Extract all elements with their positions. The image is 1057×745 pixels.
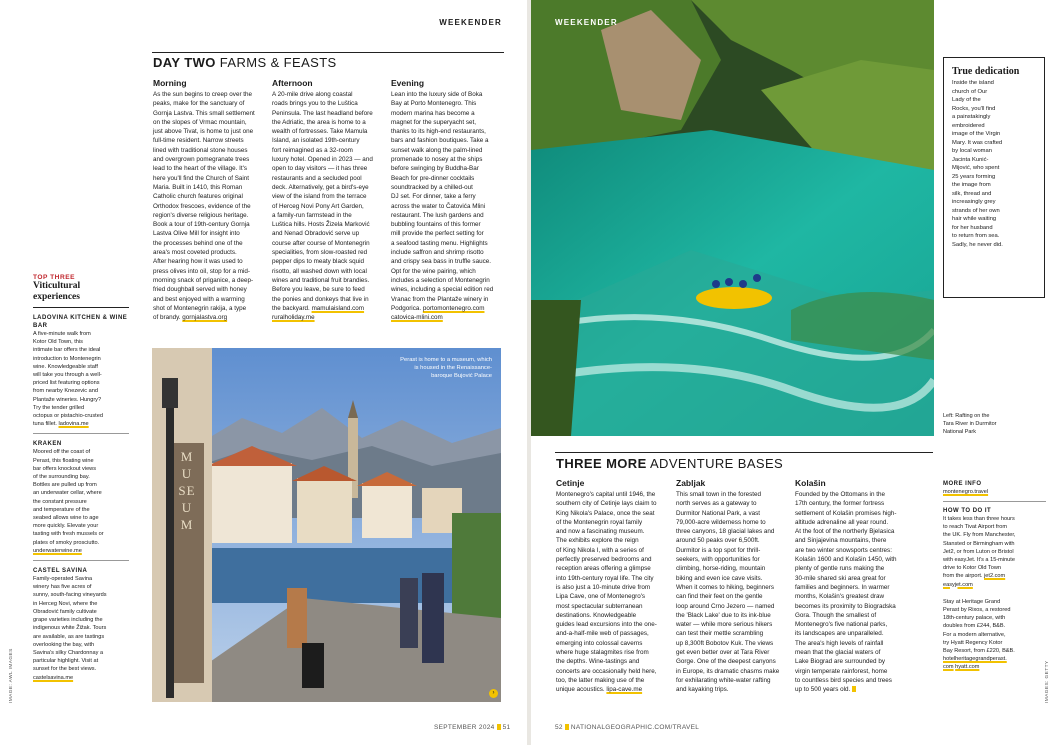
section-heading-bold: THREE MORE (556, 456, 647, 471)
how-to-body: It takes less than three hours to reach Tivat Airport from the UK. Fly from Manchester, Stansted or Birmingham with Jet2, or from Luton or Bristol with easyJet. It's a 15-minute drive to Kotor Old Town from the airport. jet2.com easyjet.com (943, 516, 1016, 588)
page-number: 52 (555, 724, 563, 731)
lipa-cave-link[interactable]: lipa-cave.me (606, 686, 643, 694)
column-heading: Zabljak (676, 478, 706, 488)
column-zabljak (676, 478, 793, 695)
weekender-kicker: WEEKENDER (555, 18, 618, 27)
column-cetinje (556, 478, 673, 695)
footer-marker-icon (497, 724, 501, 730)
arrow-right-icon: › (489, 689, 498, 698)
more-info-heading: MORE INFO (943, 481, 982, 487)
true-dedication-box (943, 57, 1045, 298)
column-body: As the sun begins to creep over the peaks, make for the sanctuary of Gornja Lastva. This small settlement on the slopes of Vrmac mountain, just above Tivat, is home to just one full-time resident. Narrow streets lined with traditional stone houses and overgrown pomegranate trees lead to the heart of the village. It's here you'll find the Church of Saint Maria. Built in 1410, this Roman Catholic church features original Orthodox frescoes, evidence of the region's diverse religious heritage. Book a tour of 19th-century Gornja Lastva Olive Mill for insight into the processes behind one of the area's most coveted products. After hearing how it was used to press olives into oil, stop for a mid- morning snack of priganice, a deep- fried doughball served with honey and best enjoyed with a warming shot of Montenegrin rakija, a type of brandy. gornjalastva.org (153, 91, 255, 322)
heritage-hotel-link[interactable]: hotelheritagegrandperast. com (943, 656, 1007, 671)
section-heading-rest: ADVENTURE BASES (649, 456, 784, 471)
rafting-photo (531, 0, 934, 436)
footer (555, 724, 699, 731)
column-heading: Afternoon (272, 78, 313, 88)
column-body: A 20-mile drive along coastal roads brings you to the Luštica Peninsula. The last headland before the Adriatic, the area is home to a wealth of fortresses. Take Mamula Island, an isolated 19th-century fort reimagined as a 32-room luxury hotel. Opened in 2023 — and open to day visitors — it has three restaurants and a secluded pool deck. Alternatively, get a bird's-eye view of the island from the terrace of Herceg Novi Pony Art Garden, a family-run farmstead in the Luštica hills. Hosts Žizela Marković and Nenad Obradović serve up course after course of Montenegrin specialities, from slow-roasted red pepper dips to meaty black squid risotto, all washed down with local wines and traditional fruit brandies. Before you leave, be sure to feed the ponies and donkeys that live in the backyard. mamulaisland.com ruralholiday.me (272, 91, 373, 322)
montenegro-travel-link[interactable]: montenegro.travel (943, 489, 989, 495)
column-heading: Kolašin (795, 478, 826, 488)
perast-photo-illustration (152, 348, 501, 702)
sidebar-divider (33, 433, 129, 434)
stay-body: Stay at Heritage Grand Perast by Rixos, a restored 18th-century palace, with doubles from £244, B&B. For a modern alternative, try Hyatt Regency Kotor Bay Resort, from £220, B&B. hotelheritagegrandperast. com hyatt.com (943, 598, 1015, 671)
footer-marker-icon (565, 724, 569, 730)
sidebar-item-heading: LADOVINA KITCHEN & WINE BAR (33, 315, 128, 329)
column-heading: Morning (153, 78, 187, 88)
hyatt-link[interactable]: hyatt.com (955, 664, 980, 671)
how-to-heading: HOW TO DO IT (943, 508, 992, 514)
easyjet-link[interactable]: easyjet.com (943, 581, 973, 588)
museum-sign: MUSEUM (178, 449, 196, 532)
end-marker-icon (852, 686, 856, 692)
perast-photo (152, 348, 501, 702)
column-body: Lean into the luxury side of Boka Bay at Porto Montenegro. This modern marina has become a magnet for the superyacht set, thanks to its high-end restaurants, bars and fashion boutiques. Take a sunset walk along the palm-lined promenade to nosey at the ships before swinging by Buddha-Bar Beach for pre-dinner cocktails soundtracked by a chilled-out DJ set. For dinner, take a ferry across the water to Čatovića Mlini restaurant. The lush gardens and bubbling fountains of this former mill provide the perfect setting for a seafood tasting menu. Highlights include saffron and shrimp risotto and crispy sea bass in truffle sauce. Opt for the wine pairing, which includes a selection of Montenegrin wines, including a special edition red Vranac from the Plantaže winery in Podgorica. portomontenegro.com catovica-mlini.com (391, 91, 494, 322)
right-page (531, 0, 1057, 745)
info-sidebar (943, 480, 1046, 672)
sidebar-divider (33, 560, 129, 561)
top-three-sidebar (33, 274, 129, 682)
section-rule (555, 452, 933, 453)
column-heading: Cetinje (556, 478, 585, 488)
sidebar-title: Viticultural experiences (33, 281, 81, 302)
sidebar-item-heading: CASTEL SAVINA (33, 568, 88, 575)
sidebar-item-body: Moored off the coast of Perast, this floating wine bar offers knockout views of the surrounding bay. Bottles are pulled up from an underwater cellar, where the constant pressure and temperature of the seabed allows wine to age more quickly. Elevate your tasting with fresh mussels or plates of smoky prosciutto. underwaterwine.me (33, 449, 104, 554)
weekender-kicker: WEEKENDER (439, 18, 502, 27)
footer-site: NATIONALGEOGRAPHIC.COM/TRAVEL (570, 724, 700, 731)
spacer (943, 589, 1046, 598)
ruralholiday-link[interactable]: ruralholiday.me (272, 314, 315, 322)
box-title: True dedication (952, 66, 1020, 77)
photo-caption: Perast is home to a museum, which is housed in the Renaissance- baroque Bujović Palace (400, 357, 492, 379)
mamulaisland-link[interactable]: mamulaisland.com (311, 304, 365, 312)
sidebar-item-heading: KRAKEN (33, 441, 62, 448)
castelsavina-link[interactable]: castelsavina.me (33, 674, 74, 681)
box-body: Inside the island church of Our Lady of the Rocks, you'll find a painstakingly embroidered image of the Virgin Mary. It was crafted by local woman Jacinta Kunić- Mijović, who spent 25 years forming the image from silk, thread and increasingly grey strands of her own hair while waiting for her husband to return from sea. Sadly, he never did. (952, 80, 1003, 248)
portomontenegro-link[interactable]: portomontenegro.com (422, 304, 485, 312)
underwaterwine-link[interactable]: underwaterwine.me (33, 547, 82, 554)
column-kolasin (795, 478, 917, 695)
sidebar-rule (33, 307, 129, 308)
column-body: This small town in the forested north serves as a gateway to Durmitor National Park, a vast 79,000-acre wilderness home to three canyons, 18 glacial lakes and around 50 peaks over 6,500ft. Durmitor is a top spot for thrill- seekers, with opportunities for climbing, horse-riding, mountain biking and even ice cave visits. When it comes to hiking, beginners can find their feet on the gentle loop around Crno Jezero — named the 'Black Lake' due to its ink-blue water — while more serious hikers can test their mettle scrambling up 8,300ft Bobotov Kuk. The views get even better over at Tara River Gorge. One of the deepest canyons in Europe, its dramatic chasms make for exhilarating white-water rafting and kayaking trips. (676, 491, 780, 694)
section-heading-rest: FARMS & FEASTS (219, 55, 337, 70)
jet2-link[interactable]: jet2.com (984, 573, 1006, 580)
column-afternoon (272, 78, 387, 322)
image-credit: IMAGES: GETTY (1045, 660, 1050, 703)
gornjalastva-link[interactable]: gornjalastva.org (182, 314, 228, 322)
catovica-mlini-link[interactable]: catovica-mlini.com (391, 314, 443, 322)
column-heading: Evening (391, 78, 425, 88)
footer-date: SEPTEMBER 2024 (434, 724, 495, 731)
page-number: 51 (502, 724, 511, 731)
sidebar-item-body: Family-operated Savina winery has five acres of sunny, south-facing vineyards in Herceg Novi, where the Obradović family cultivate grape varieties including the indigenous white Žižak. Tours are available, as are tastings overlooking the bay, with Savina's silky Chardonnay a particular highlight. Visit at sunset for the best views. castelsavina.me (33, 576, 107, 681)
info-divider (943, 501, 1046, 502)
section-rule (152, 52, 504, 53)
section-heading-bold: DAY TWO (153, 55, 216, 70)
section-heading (153, 55, 337, 70)
footer (434, 724, 510, 731)
image-credit: IMAGE: AWL IMAGES (9, 648, 14, 703)
sidebar-item-body: A five-minute walk from Kotor Old Town, this intimate bar offers the ideal introduction to Montenegrin wine. Knowledgeable staff will take you through a well- priced list featuring options from nearby Knezevic and Plantaže wineries. Hungry? Try the tender grilled octopus or pistachio-crusted tuna fillet. ladovina.me (33, 331, 103, 428)
left-page (0, 0, 527, 745)
rafting-caption: Left: Rafting on the Tara River in Durmitor National Park (943, 413, 997, 435)
sidebar-label: TOP THREE (33, 274, 75, 281)
ladovina-link[interactable]: ladovina.me (58, 421, 89, 428)
column-body: Founded by the Ottomans in the 17th century, the former fortress settlement of Kolašin promises high- altitude adrenaline all year round. At the foot of the northerly Bjelasica and Sinjajevina mountains, there are two winter snowsports centres: Kolašin 1600 and Kolašin 1450, with plenty of gentle runs making the 30-mile shared ski area great for families and beginners. In warmer months, Kolašin's greatest draw becomes its proximity to Biogradska Gora. Though the smallest of Montenegro's five national parks, its landscapes are unparalleled. The area's high levels of rainfall mean that the glacial waters of Lake Biograd are surrounded by virgin temperate rainforest, home to countless bird species and trees up to 500 years old. (795, 491, 897, 694)
column-evening (391, 78, 506, 322)
section-heading (556, 456, 783, 471)
rafting-photo-illustration (531, 0, 934, 436)
column-body: Montenegro's capital until 1946, the southern city of Cetinje lays claim to King Nikola's Palace, once the seat of the Montenegrin royal family and now a fascinating museum. The exhibits explore the reign of King Nikola I, with a series of perfectly preserved bedrooms and reception areas offering a glimpse into 19th-century royal life. The city is also just a 10-minute drive from Lipa Cave, one of Montenegro's most spectacular subterranean destinations. Knowledgeable guides lead excursions into the one- and-a-half-mile web of passages, emerging into colossal caverns where huge stalagmites rise from the depths. Wine-tastings and concerts are occasionally held here, too, the latter making use of the unique acoustics. lipa-cave.me (556, 491, 657, 694)
column-morning (153, 78, 268, 322)
